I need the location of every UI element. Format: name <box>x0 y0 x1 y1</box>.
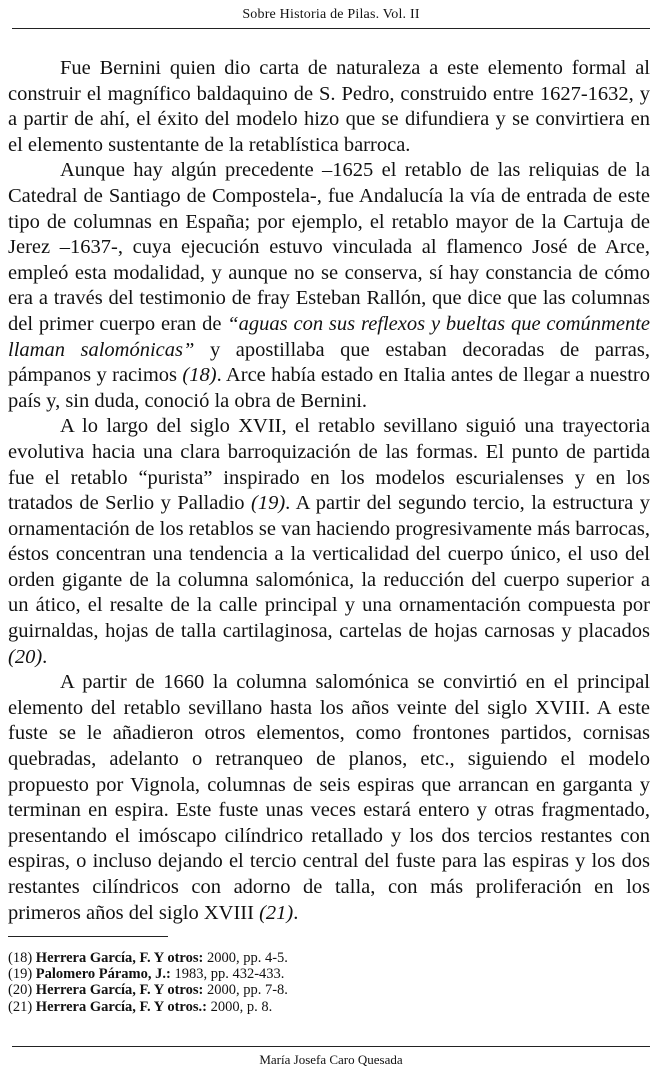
footnotes <box>8 950 508 1015</box>
footnote-number: (20) <box>8 982 33 999</box>
paragraph-4-text-end: . <box>293 901 299 924</box>
paragraph-2-text-end: . Arce había estado en Italia antes de llegar a nuestro país y, sin duda, conoció la obra de Bernini. <box>8 364 650 412</box>
paragraph-2-text-middle: y apostillaba que estaban decoradas de parras, pámpanos y racimos <box>8 338 650 387</box>
paragraph-2 <box>8 158 650 414</box>
footnote-author: Herrera García, F. Y otros: <box>35 950 204 966</box>
footer-rule <box>12 1046 650 1047</box>
body-text <box>8 56 650 926</box>
footnote-citation: 2000, pp. 4-5. <box>203 950 288 966</box>
paragraph-3 <box>8 414 650 670</box>
footnote-number: (21) <box>8 998 33 1015</box>
footnote-citation: 1983, pp. 432-433. <box>170 966 285 983</box>
header-rule <box>12 28 650 29</box>
footnote-ref-21[interactable]: (21) <box>259 901 294 924</box>
paragraph-3-text-middle: . A partir del segundo tercio, la estructura y ornamentación de los retablos se van haciendo progresivamente más barrocas, éstos concentran una tendencia a la verticalidad del cuerpo único, el uso del orden gigante de la columna salomónica, la reducción del cuerpo superior a un ático, el resalte de la calle principal y una ornamentación compuesta por guirnaldas, hojas de talla cartilaginosa, cartelas de hojas carnosas y placados <box>8 492 650 643</box>
footnote-author: Herrera García, F. Y otros: <box>35 982 204 999</box>
footnote-citation: 2000, pp. 7-8. <box>203 982 288 999</box>
paragraph-3-text-end: . <box>42 645 48 668</box>
footnote-21 <box>8 999 508 1015</box>
quotation: “aguas con sus reflexos y bueltas que comúnmente llaman salomónicas” <box>8 312 650 361</box>
footnote-ref-19[interactable]: (19) <box>251 492 286 515</box>
footnote-number: (19) <box>8 966 33 983</box>
footnote-ref-18[interactable]: (18) <box>182 364 217 387</box>
paragraph-1: Fue Bernini quien dio carta de naturaleza a este elemento formal al construir el magnífico baldaquino de S. Pedro, construido entre 1627-1632, y a partir de ahí, el éxito del modelo hizo que se difundiera y se convirtiera en el elemento sustentante de la retablística barroca. <box>8 57 650 156</box>
paragraph-4 <box>8 670 650 926</box>
footnote-author: Palomero Páramo, J.: <box>35 966 171 983</box>
footnote-number: (18) <box>8 950 33 966</box>
footnote-separator <box>8 936 168 937</box>
running-header: Sobre Historia de Pilas. Vol. II <box>242 7 420 22</box>
footnote-20 <box>8 982 508 998</box>
footnote-19 <box>8 966 508 982</box>
paragraph-2-text: Aunque hay algún precedente –1625 el retablo de las reliquias de la Catedral de Santiago de Compostela-, fue Andalucía la vía de entrada de este tipo de columnas en España; por ejemplo, el retablo mayor de la Cartuja de Jerez –1637-, cuya ejecución estuvo vinculada al flamenco José de Arce, empleó esta modalidad, y aunque no se conserva, sí hay constancia de cómo era a través del testimonio de fray Esteban Rallón, que dice que las columnas del primer cuerpo eran de <box>8 159 650 335</box>
paragraph-3-text: A lo largo del siglo XVII, el retablo sevillano siguió una trayectoria evolutiva hacia una clara barroquización de las formas. El punto de partida fue el retablo “purista” inspirado en los modelos escurialenses y en los tratados de Serlio y Palladio <box>8 415 650 515</box>
footnote-author: Herrera García, F. Y otros.: <box>35 998 207 1015</box>
footnote-citation: 2000, p. 8. <box>206 998 273 1015</box>
footnote-ref-20[interactable]: (20) <box>8 645 43 668</box>
paragraph-4-text: A partir de 1660 la columna salomónica se convirtió en el principal elemento del retablo sevillano hasta los años veinte del siglo XVIII. A este fuste se le añadieron otros elementos, como frontones partidos, cornisas quebradas, adelanto o retranqueo de planos, etc., siguiendo el modelo propuesto por Vignola, columnas de seis espiras que arrancan en garganta y terminan en espira. Este fuste unas veces estará entero y otras fragmentado, presentando el imóscapo cilíndrico retallado y los dos tercios restantes con espiras, o incluso dejando el tercio central del fuste para las espiras y los dos restantes cilíndricos con adorno de talla, con más proliferación en los primeros años del siglo XVIII <box>8 671 650 924</box>
running-footer: María Josefa Caro Quesada <box>259 1052 403 1067</box>
footnote-18 <box>8 950 508 966</box>
